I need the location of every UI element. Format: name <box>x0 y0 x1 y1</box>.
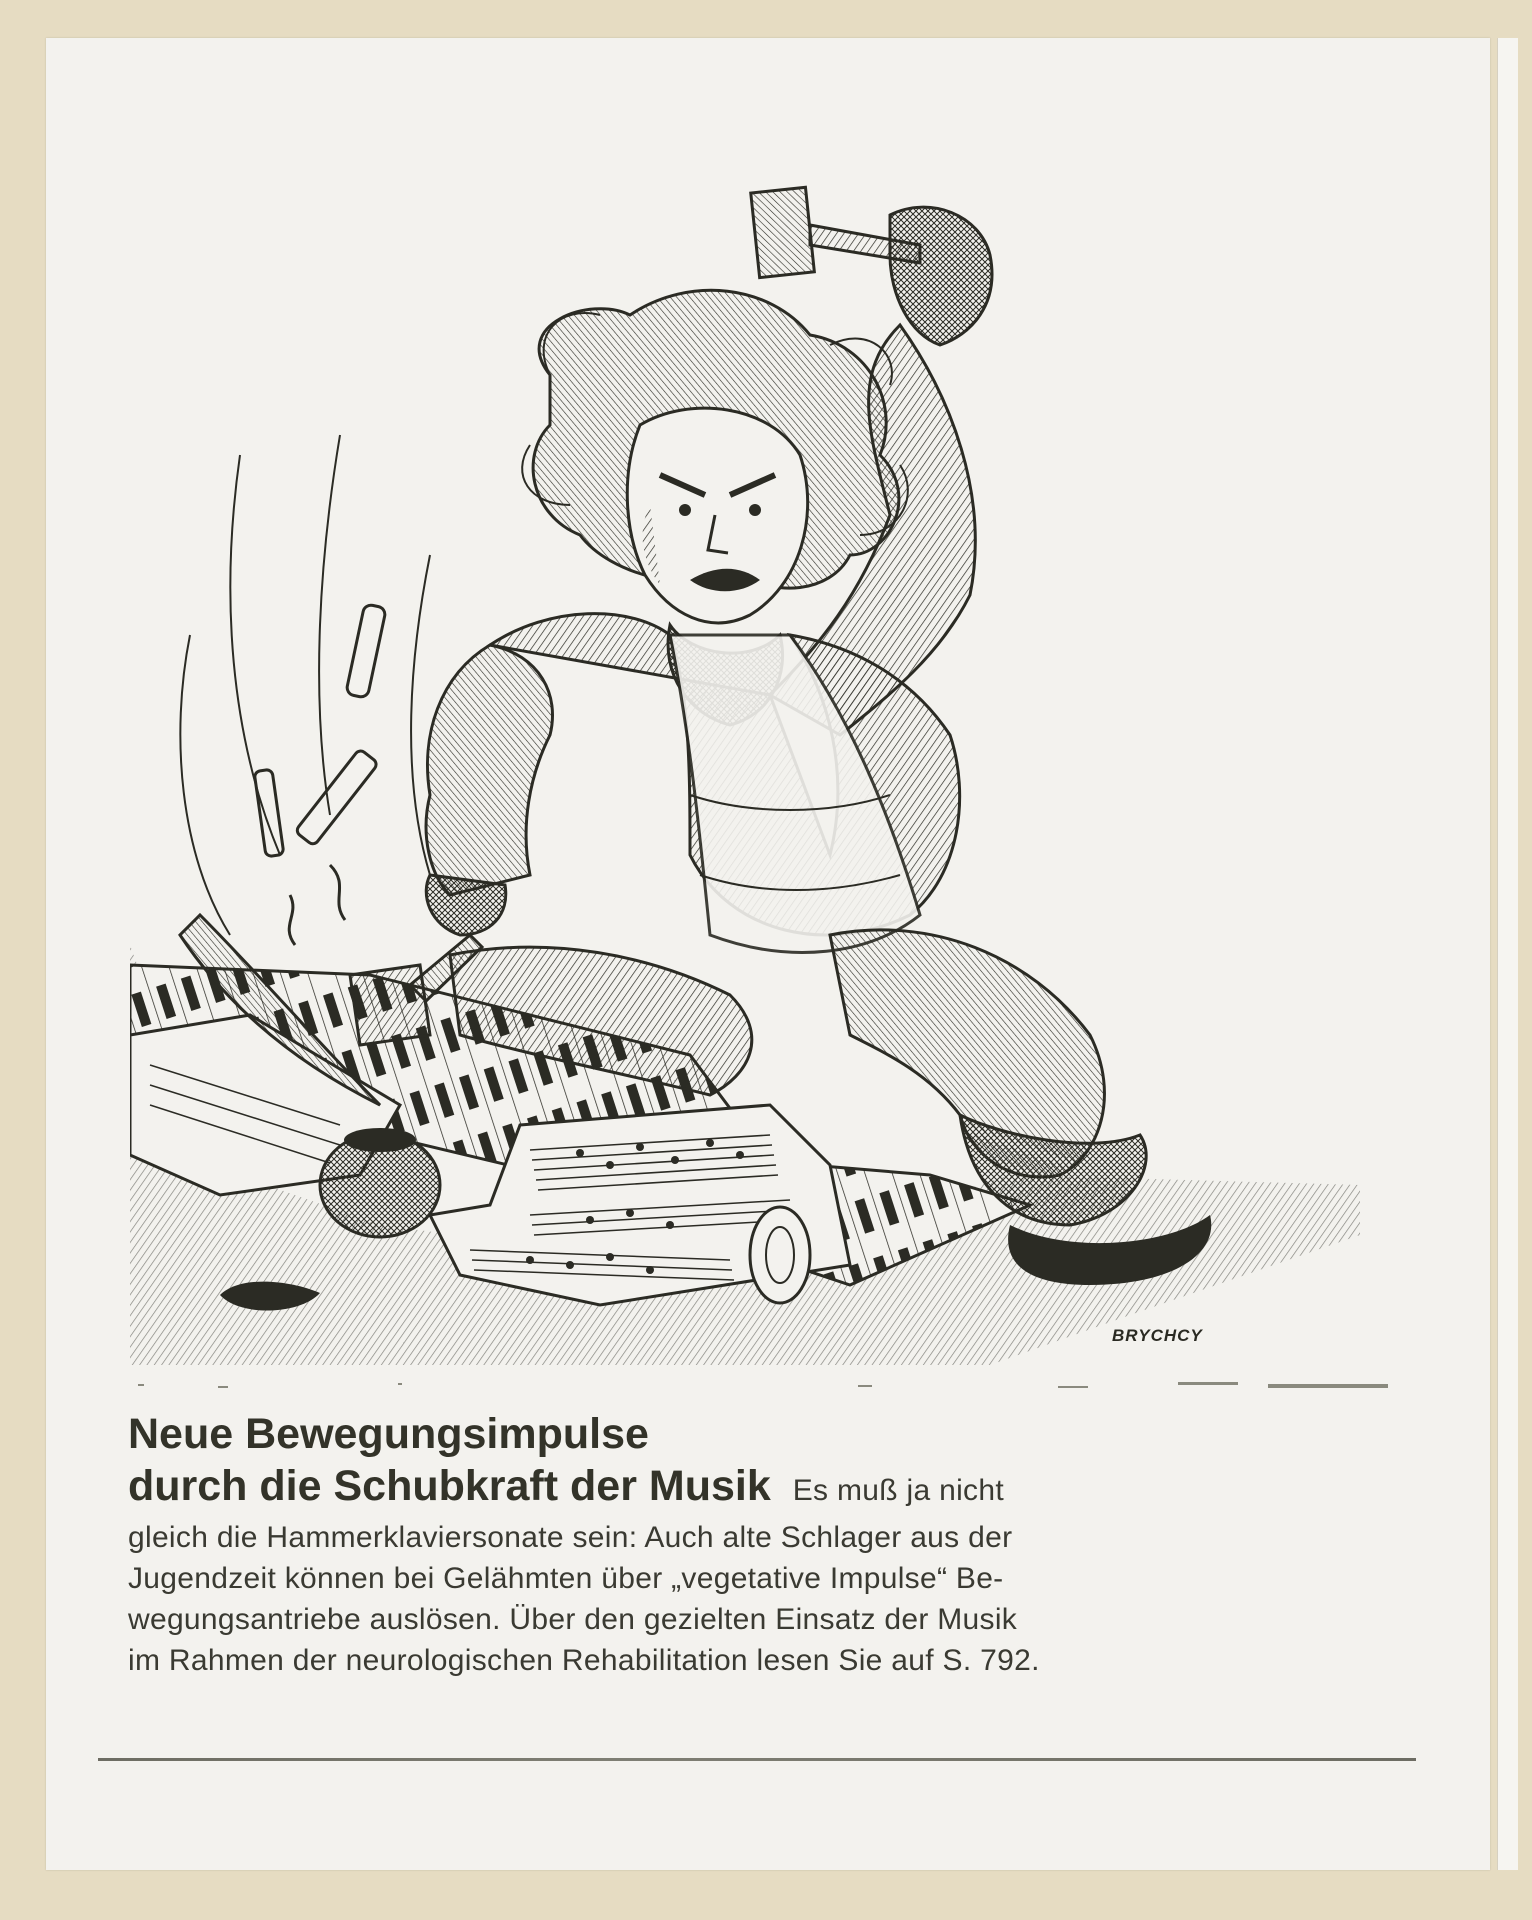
cartoon-drawing <box>130 175 1360 1365</box>
headline-line-2-text: durch die Schubkraft der Musik <box>128 1462 771 1510</box>
article-text <box>128 1408 1398 1681</box>
paper-edge <box>1497 38 1518 1870</box>
body-line-4: wegungsantriebe auslösen. Über den gezielten Einsatz der Musik <box>128 1603 1018 1636</box>
print-speckle <box>98 1380 1418 1394</box>
headline-line-2 <box>128 1460 1398 1517</box>
body-line-3: Jugendzeit können bei Gelähmten über „vegetative Impulse“ Be- <box>128 1562 1004 1595</box>
article-headline <box>128 1408 1398 1517</box>
body-line-5: im Rahmen der neurologischen Rehabilitation lesen Sie auf S. 792. <box>128 1644 1040 1677</box>
body-line-2: gleich die Hammerklaviersonate sein: Auch alte Schlager aus der <box>128 1521 1013 1554</box>
artist-signature: BRYCHCY <box>1112 1326 1203 1345</box>
body-line-1: Es muß ja nicht <box>792 1474 1004 1507</box>
cartoon-illustration <box>130 175 1360 1365</box>
bottom-rule <box>98 1758 1416 1761</box>
headline-line-1: Neue Bewegungsimpulse <box>128 1410 649 1458</box>
